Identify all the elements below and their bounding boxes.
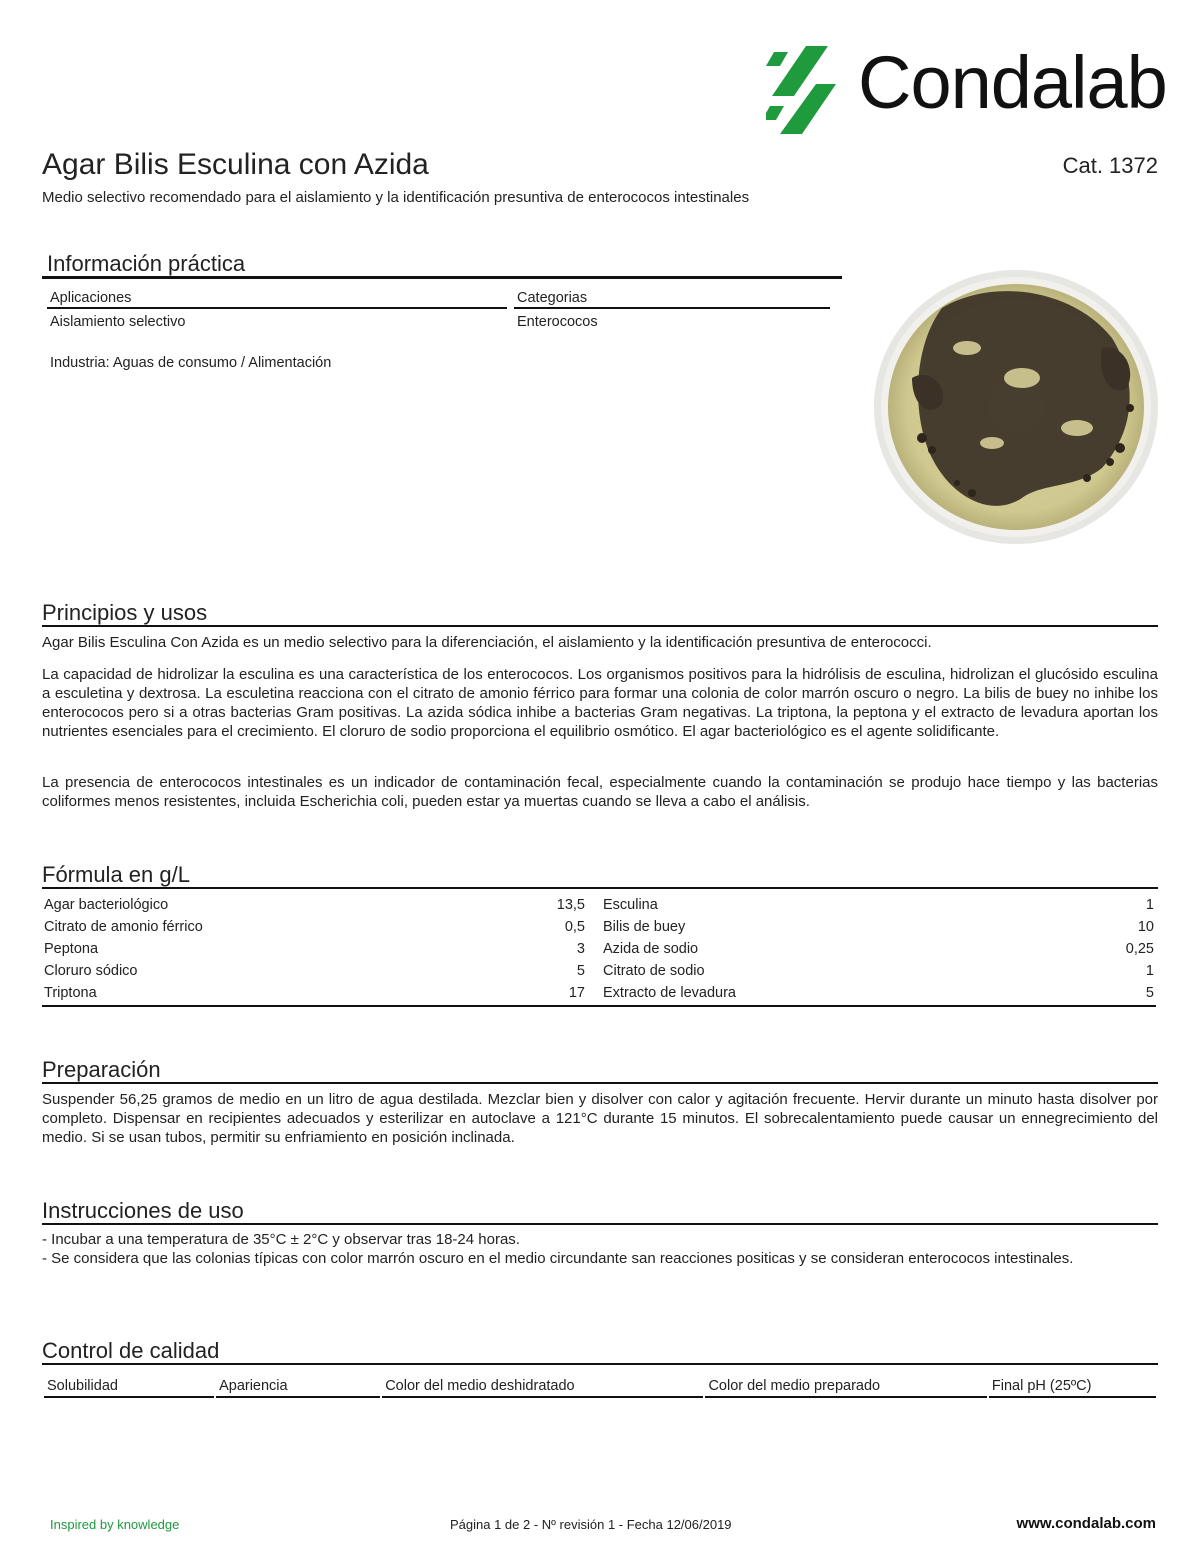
principles-heading: Principios y usos [42, 600, 208, 625]
preparation-rule [42, 1082, 1158, 1084]
formula-ingredient-amount: 0,5 [564, 919, 585, 935]
petri-dish-image [872, 268, 1160, 546]
quality-table-header [44, 1377, 1156, 1398]
quality-heading: Control de calidad [42, 1338, 220, 1363]
formula-ingredient-amount: 10 [1137, 919, 1154, 935]
instructions-heading: Instrucciones de uso [42, 1198, 244, 1223]
formula-ingredient-name: Agar bacteriológico [44, 897, 169, 913]
condalab-logo-icon [766, 44, 836, 140]
formula-table [42, 894, 1156, 1004]
info-col2-header: Categorias [517, 290, 588, 306]
formula-ingredient-amount: 1 [1145, 963, 1154, 979]
formula-ingredient-amount: 0,25 [1125, 941, 1154, 957]
formula-rule-top [42, 887, 1158, 889]
footer-tagline: Inspired by knowledge [50, 1517, 180, 1532]
info-col1-rule [47, 307, 507, 309]
formula-ingredient-amount: 3 [576, 941, 585, 957]
formula-row [42, 982, 1156, 1004]
formula-heading: Fórmula en g/L [42, 862, 190, 887]
info-col2-value: Enterococos [517, 314, 598, 330]
principles-paragraph-3: La presencia de enterococos intestinales es un indicador de contaminación fecal, especialmente cuando la contaminación se produjo hace tiempo y las bacterias coliformes menos resistentes, incluida Escherichia coli, pueden estar ya muertas cuando se lleva a cabo el análisis. [42, 774, 1158, 810]
formula-spacer [587, 982, 601, 1004]
formula-ingredient-name: Triptona [44, 985, 97, 1001]
qc-col-solubility: Solubilidad [44, 1377, 214, 1398]
info-col2-rule [514, 307, 830, 309]
formula-ingredient-amount: 17 [568, 985, 585, 1001]
formula-ingredient-amount: 13,5 [556, 897, 585, 913]
formula-ingredient-name: Citrato de sodio [603, 963, 705, 979]
principles-paragraph-1: Agar Bilis Esculina Con Azida es un medio selectivo para la diferenciación, el aislamiento y la identificación presuntiva de enterococci. [42, 634, 932, 651]
qc-col-prepared-color: Color del medio preparado [705, 1377, 986, 1398]
formula-spacer [587, 916, 601, 938]
formula-ingredient-amount: 1 [1145, 897, 1154, 913]
qc-col-dehydrated-color: Color del medio deshidratado [382, 1377, 703, 1398]
formula-spacer [587, 960, 601, 982]
info-heading-rule [42, 276, 842, 279]
formula-spacer [587, 894, 601, 916]
formula-row [42, 938, 1156, 960]
footer-page-info: Página 1 de 2 - Nº revisión 1 - Fecha 12/06/2019 [450, 1517, 732, 1532]
brand-name: Condalab [858, 41, 1167, 124]
formula-rule-bottom [42, 1005, 1156, 1007]
quality-rule [42, 1363, 1158, 1365]
preparation-heading: Preparación [42, 1057, 161, 1082]
catalog-number: Cat. 1372 [1062, 153, 1158, 178]
formula-ingredient-name: Esculina [603, 897, 658, 913]
instructions-line-2: - Se considera que las colonias típicas con color marrón oscuro en el medio circundante san reacciones positicas y se consideran enterococos intestinales. [42, 1250, 1074, 1267]
qc-col-appearance: Apariencia [216, 1377, 380, 1398]
formula-row [42, 960, 1156, 982]
instructions-line-1: - Incubar a una temperatura de 35°C ± 2°C y observar tras 18-24 horas. [42, 1231, 520, 1248]
formula-ingredient-name: Citrato de amonio férrico [44, 919, 203, 935]
formula-ingredient-name: Extracto de levadura [603, 985, 736, 1001]
formula-ingredient-amount: 5 [576, 963, 585, 979]
formula-ingredient-amount: 5 [1145, 985, 1154, 1001]
qc-col-final-ph: Final pH (25ºC) [989, 1377, 1156, 1398]
formula-ingredient-name: Azida de sodio [603, 941, 699, 957]
product-title: Agar Bilis Esculina con Azida [42, 148, 429, 181]
info-col1-header: Aplicaciones [50, 290, 132, 306]
instructions-rule [42, 1223, 1158, 1225]
preparation-text: Suspender 56,25 gramos de medio en un litro de agua destilada. Mezclar bien y disolver con calor y agitación frecuente. Hervir durante un minuto hasta disolver por completo. Dispensar en recipientes adecuados y esterilizar en autoclave a 121°C durante 15 minutos. El sobrecalentamiento puede causar un ennegrecimiento del medio. Si se usan tubos, permitir su enfriamiento en posición inclinada. [42, 1091, 1158, 1146]
industry-text: Industria: Aguas de consumo / Alimentación [50, 355, 332, 371]
info-heading: Información práctica [47, 251, 246, 276]
condalab-logo [766, 41, 1167, 140]
formula-ingredient-name: Peptona [44, 941, 99, 957]
principles-rule [42, 625, 1158, 627]
formula-ingredient-name: Cloruro sódico [44, 963, 138, 979]
info-col1-value: Aislamiento selectivo [50, 314, 186, 330]
formula-row [42, 894, 1156, 916]
footer-website-link[interactable]: www.condalab.com [1016, 1515, 1156, 1532]
formula-ingredient-name: Bilis de buey [603, 919, 686, 935]
product-subtitle: Medio selectivo recomendado para el aislamiento y la identificación presuntiva de enterococos intestinales [42, 189, 750, 206]
formula-row [42, 916, 1156, 938]
formula-spacer [587, 938, 601, 960]
principles-paragraph-2: La capacidad de hidrolizar la esculina es una característica de los enterococos. Los organismos positivos para la hidrólisis de esculina, hidrolizan el glucósido esculina a esculetina y dextrosa. La esculetina reacciona con el citrato de amonio férrico para formar una colonia de color marrón oscuro o negro. La bilis de buey no inhibe los enterococos pero si a otras bacterias Gram positivas. La azida sódica inhibe a bacterias Gram negativas. La triptona, la peptona y el extracto de levadura aportan los nutrientes esenciales para el crecimiento. El cloruro de sodio proporciona el equilibrio osmótico. El agar bacteriológico es el agente solidificante. [42, 666, 1158, 740]
